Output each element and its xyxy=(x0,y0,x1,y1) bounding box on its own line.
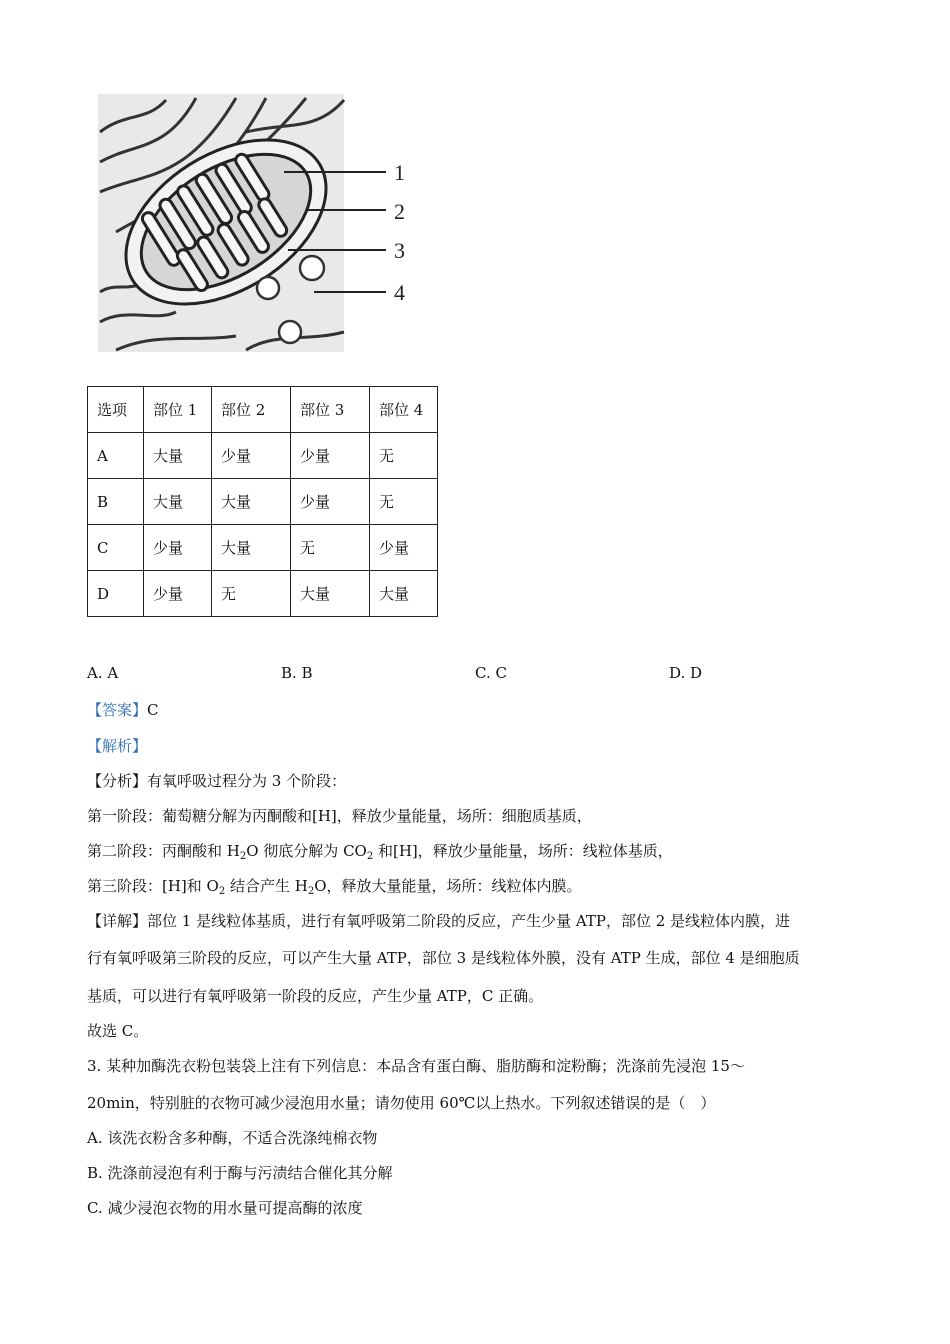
table-header-row xyxy=(88,387,438,433)
detail-line-3: 基质，可以进行有氧呼吸第一阶段的反应，产生少量 ATP，C 正确。 xyxy=(87,987,544,1005)
table-cell: 少量 xyxy=(291,479,370,525)
table-cell: 少量 xyxy=(370,525,438,571)
stage3-text-c: O，释放大量能量，场所：线粒体内膜。 xyxy=(314,877,582,895)
table-cell: 少量 xyxy=(144,571,212,617)
stage1-line: 第一阶段：葡萄糖分解为丙酮酸和[H]，释放少量能量，场所：细胞质基质， xyxy=(87,807,592,825)
table-cell: B xyxy=(88,479,144,525)
table-cell: 少量 xyxy=(144,525,212,571)
choice-c: C. C xyxy=(475,664,507,682)
answer-line xyxy=(87,699,159,720)
answer-value: C xyxy=(147,701,159,719)
subscript: 2 xyxy=(366,851,374,862)
table-row xyxy=(88,571,438,617)
stage2-line xyxy=(87,840,673,861)
stage3-text-a: 第三阶段：[H]和 O xyxy=(87,877,219,895)
question3-option-a: A. 该洗衣粉含多种酶，不适合洗涤纯棉衣物 xyxy=(87,1129,378,1147)
stage2-text-a: 第二阶段：丙酮酸和 H xyxy=(87,842,240,860)
detail-tag: 【详解】 xyxy=(87,912,148,930)
choice-a: A. A xyxy=(87,664,119,682)
table-cell: 少量 xyxy=(291,433,370,479)
subscript: 2 xyxy=(239,851,247,862)
figure-label-4: 4 xyxy=(394,280,405,305)
subscript: 2 xyxy=(218,886,226,897)
answer-choices xyxy=(87,664,887,684)
table-cell: 大量 xyxy=(144,479,212,525)
question3-line-1: 3. 某种加酶洗衣粉包装袋上注有下列信息：本品含有蛋白酶、脂肪酶和淀粉酶；洗涤前先浸泡 15～ xyxy=(87,1057,745,1075)
table-cell: D xyxy=(88,571,144,617)
fenxi-tag: 【分析】 xyxy=(87,772,148,790)
table-cell: 大量 xyxy=(291,571,370,617)
table-header-cell: 部位 2 xyxy=(212,387,291,433)
table-cell: 少量 xyxy=(212,433,291,479)
table-cell: 大量 xyxy=(144,433,212,479)
table-cell: 大量 xyxy=(370,571,438,617)
stage2-text-c: 和[H]，释放少量能量，场所：线粒体基质， xyxy=(373,842,673,860)
table-header-cell: 选项 xyxy=(88,387,144,433)
detail-text-1: 部位 1 是线粒体基质，进行有氧呼吸第二阶段的反应，产生少量 ATP，部位 2 是线粒体内膜，进 xyxy=(147,912,791,930)
table-cell: C xyxy=(88,525,144,571)
mitochondrion-figure xyxy=(96,92,416,356)
table-row xyxy=(88,525,438,571)
mitochondrion-drawing xyxy=(96,92,416,356)
figure-label-2: 2 xyxy=(394,199,405,224)
table-header-cell: 部位 4 xyxy=(370,387,438,433)
figure-label-1: 1 xyxy=(394,160,405,185)
table-row xyxy=(88,433,438,479)
conclusion-line: 故选 C。 xyxy=(87,1022,149,1040)
stage2-text-b: O 彻底分解为 CO xyxy=(246,842,367,860)
fenxi-intro: 有氧呼吸过程分为 3 个阶段： xyxy=(147,772,347,790)
subscript: 2 xyxy=(307,886,315,897)
table-header-cell: 部位 3 xyxy=(291,387,370,433)
detail-line-2: 行有氧呼吸第三阶段的反应，可以产生大量 ATP，部位 3 是线粒体外膜，没有 ATP 生成，部位 4 是细胞质 xyxy=(87,949,800,967)
table-cell: A xyxy=(88,433,144,479)
table-cell: 无 xyxy=(370,433,438,479)
table-cell: 无 xyxy=(212,571,291,617)
answer-tag: 【答案】 xyxy=(87,701,148,719)
detail-line-1 xyxy=(87,910,790,931)
stage3-text-b: 结合产生 H xyxy=(225,877,308,895)
options-table xyxy=(87,386,438,617)
table-row xyxy=(88,479,438,525)
choice-b: B. B xyxy=(281,664,313,682)
fenxi-intro-line xyxy=(87,770,346,791)
question3-line-2: 20min，特别脏的衣物可减少浸泡用水量；请勿使用 60℃以上热水。下列叙述错误的是（ ） xyxy=(87,1094,716,1112)
table-cell: 无 xyxy=(370,479,438,525)
analysis-heading xyxy=(87,735,147,756)
table-header-cell: 部位 1 xyxy=(144,387,212,433)
question3-option-c: C. 减少浸泡衣物的用水量可提高酶的浓度 xyxy=(87,1199,363,1217)
table-cell: 大量 xyxy=(212,525,291,571)
stage3-line xyxy=(87,875,582,896)
table-cell: 大量 xyxy=(212,479,291,525)
table-cell: 无 xyxy=(291,525,370,571)
choice-d: D. D xyxy=(669,664,703,682)
figure-label-3: 3 xyxy=(394,238,405,263)
analysis-tag: 【解析】 xyxy=(87,737,148,755)
question3-option-b: B. 洗涤前浸泡有利于酶与污渍结合催化其分解 xyxy=(87,1164,393,1182)
